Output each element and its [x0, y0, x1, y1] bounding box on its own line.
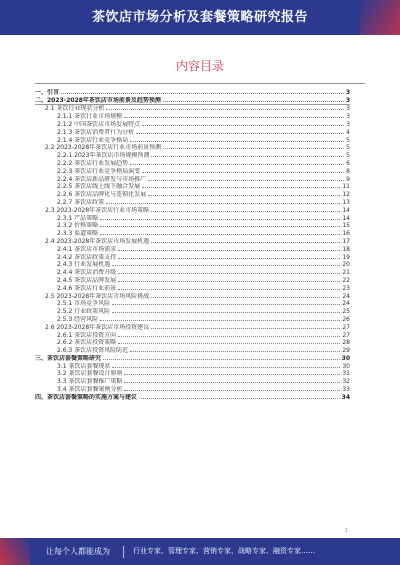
footer-bar	[0, 538, 400, 565]
toc-leader-dots	[112, 312, 340, 313]
toc-entry[interactable]	[35, 237, 350, 245]
toc-entry-text: 2.2.2 茶饮店行业发展趋势	[57, 159, 129, 167]
toc-entry[interactable]	[35, 331, 350, 339]
toc-entry-page: 8	[346, 167, 350, 175]
toc-entry-page: 14	[342, 206, 350, 214]
toc-entry-page: 20	[342, 261, 350, 269]
toc-entry[interactable]	[35, 198, 350, 206]
toc-leader-dots	[118, 281, 340, 282]
toc-entry[interactable]	[35, 120, 350, 128]
toc-entry-page: 3	[345, 96, 350, 104]
toc-entry-text: 四、茶饮店套餐策略的实施方案与建议	[35, 393, 138, 401]
toc-entry-text: 2.4.5 茶饮店品牌发展	[57, 276, 117, 284]
toc-entry-text: 2.4 2023-2028年茶饮店市场发展机遇	[45, 237, 150, 245]
toc-entry-page: 30	[341, 354, 350, 362]
toc-entry-page: 3	[345, 88, 350, 96]
toc-leader-dots	[118, 343, 340, 344]
toc-entry-page: 17	[342, 237, 350, 245]
toc-entry-text: 2.2.6 茶饮店品牌化与连锁化发展	[57, 191, 147, 199]
toc-entry[interactable]	[35, 393, 350, 401]
toc-leader-dots	[124, 390, 340, 391]
toc-leader-dots	[142, 187, 340, 188]
toc-entry-text: 一、引言	[35, 88, 60, 96]
toc-entry-page: 21	[342, 269, 350, 277]
footer-accent-shape	[0, 538, 30, 565]
toc-entry[interactable]	[35, 159, 350, 167]
page-number: 1	[344, 528, 348, 534]
toc-entry-text: 3.3 茶饮店套餐推广策略	[57, 378, 123, 386]
toc-leader-dots	[151, 297, 340, 298]
toc-leader-dots	[118, 250, 340, 251]
toc-leader-dots	[151, 328, 340, 329]
toc-leader-dots	[112, 265, 340, 266]
toc-entry-page: 18	[342, 245, 350, 253]
toc-entry[interactable]	[35, 144, 350, 152]
toc-entry-text: 3.1 茶饮店套餐现状	[57, 362, 111, 370]
toc-entry-page: 31	[342, 370, 350, 378]
toc-leader-dots	[106, 109, 344, 110]
toc-entry-page: 33	[342, 386, 350, 394]
toc-entry-page: 24	[342, 292, 350, 300]
toc-entry[interactable]	[35, 112, 350, 120]
toc-entry[interactable]	[35, 229, 350, 237]
toc-entry[interactable]	[35, 292, 350, 300]
table-of-contents	[35, 88, 350, 401]
toc-leader-dots	[118, 258, 340, 259]
toc-entry-page: 11	[342, 183, 350, 191]
footer-slogan: 让每个人都能成为	[46, 547, 110, 556]
toc-leader-dots	[130, 141, 344, 142]
footer-tagline: 行业专家、管理专家、营销专家、战略专家、融资专家……	[133, 547, 315, 555]
toc-entry-page: 16	[342, 230, 350, 238]
toc-entry[interactable]	[35, 300, 350, 308]
toc-entry-page: 5	[346, 136, 350, 144]
toc-entry-text: 2.5 2023-2028年茶饮店市场风险挑战	[45, 292, 150, 300]
toc-entry-page: 26	[342, 315, 350, 323]
toc-leader-dots	[163, 101, 344, 102]
toc-leader-dots	[151, 211, 340, 212]
toc-leader-dots	[148, 195, 340, 196]
toc-entry[interactable]	[35, 96, 350, 105]
toc-leader-dots	[100, 320, 340, 321]
toc-title: 内容目录	[175, 59, 224, 73]
toc-entry-text: 2.1.2 中国茶饮店市场发展特点	[57, 120, 141, 128]
toc-leader-dots	[118, 336, 340, 337]
toc-entry[interactable]	[35, 346, 350, 354]
toc-leader-dots	[142, 125, 344, 126]
toc-entry-page: 25	[342, 308, 350, 316]
toc-entry[interactable]	[35, 222, 350, 230]
toc-entry-page: 12	[342, 191, 350, 199]
toc-entry-text: 2.1.1 茶饮行业市场规模	[57, 113, 123, 121]
toc-entry-page: 23	[342, 284, 350, 292]
toc-entry[interactable]	[35, 136, 350, 144]
toc-entry[interactable]	[35, 354, 350, 362]
toc-entry-page: 3	[346, 105, 350, 113]
toc-entry[interactable]	[35, 128, 350, 136]
toc-entry-text: 2.4.6 茶饮店行业前景	[57, 284, 117, 292]
toc-entry-page: 34	[341, 393, 350, 401]
toc-entry-text: 2.2.4 茶饮店新品研发与市场推广	[57, 175, 147, 183]
toc-leader-dots	[112, 304, 340, 305]
toc-leader-dots	[112, 367, 340, 368]
toc-entry-text: 3.2 茶饮店套餐设计原则	[57, 370, 123, 378]
toc-entry-text: 2.1 茶饮行业现状分析	[45, 105, 105, 113]
toc-entry-page: 22	[342, 276, 350, 284]
toc-entry-text: 2.3.1 产品策略	[57, 214, 99, 222]
toc-leader-dots	[136, 133, 344, 134]
toc-entry-page: 13	[342, 198, 350, 206]
toc-entry-text: 2.2.5 茶饮店线上线下融合发展	[57, 183, 141, 191]
toc-entry[interactable]	[35, 175, 350, 183]
toc-entry-text: 2.1.3 茶饮店消费者行为分析	[57, 128, 135, 136]
toc-entry-text: 2.6.3 茶饮店投资风险防范	[57, 347, 129, 355]
toc-entry[interactable]	[35, 385, 350, 393]
toc-leader-dots	[118, 289, 340, 290]
toc-leader-dots	[148, 180, 344, 181]
toc-entry-text: 2.6.1 茶饮店投资方向	[57, 331, 117, 339]
toc-leader-dots	[130, 164, 344, 165]
toc-entry-page: 27	[342, 331, 350, 339]
toc-entry-page: 3	[346, 113, 350, 121]
toc-entry[interactable]	[35, 323, 350, 331]
toc-entry-page: 28	[342, 339, 350, 347]
toc-entry[interactable]	[35, 377, 350, 385]
toc-entry[interactable]	[35, 261, 350, 269]
toc-entry-page: 19	[342, 253, 350, 261]
toc-entry-text: 2.3 2023-2028年茶饮店行业市场策略	[45, 206, 150, 214]
toc-entry[interactable]	[35, 190, 350, 198]
toc-entry-page: 3	[346, 120, 350, 128]
toc-entry-text: 3.4 茶饮店套餐案例分析	[57, 386, 123, 394]
toc-entry[interactable]	[35, 245, 350, 253]
toc-entry-text: 2.4.1 茶饮店市场需求	[57, 245, 117, 253]
header-bar	[0, 0, 400, 35]
toc-entry-text: 2.2.7 茶饮店政策	[57, 198, 105, 206]
toc-leader-dots	[100, 219, 340, 220]
toc-leader-dots	[106, 203, 340, 204]
toc-entry-text: 2.4.2 茶饮店政策支持	[57, 253, 117, 261]
toc-entry-page: 5	[346, 152, 350, 160]
toc-entry-text: 2.1.4 茶饮店行业竞争格局	[57, 136, 129, 144]
toc-entry[interactable]	[35, 253, 350, 261]
toc-entry[interactable]	[35, 105, 350, 113]
toc-entry-page: 29	[342, 347, 350, 355]
toc-leader-dots	[103, 359, 340, 360]
toc-entry-text: 2.2 2023-2028年茶饮店行业市场前景预测	[45, 144, 162, 152]
toc-entry-text: 2.3.3 渠道策略	[57, 230, 99, 238]
toc-leader-dots	[151, 156, 344, 157]
toc-entry[interactable]	[35, 206, 350, 214]
toc-entry-text: 2.2.1 2023年茶饮店市场规模预测	[57, 152, 150, 160]
toc-leader-dots	[124, 117, 344, 118]
report-title: 茶饮店市场分析及套餐策略研究报告	[91, 10, 308, 25]
toc-entry-text: 二、2023-2028年茶饮店市场前景及趋势预测	[35, 96, 161, 104]
toc-entry[interactable]	[35, 183, 350, 191]
toc-entry[interactable]	[35, 370, 350, 378]
toc-entry-text: 2.3.2 价格策略	[57, 222, 99, 230]
toc-leader-dots	[100, 234, 340, 235]
toc-entry[interactable]	[35, 315, 350, 323]
toc-leader-dots	[124, 374, 340, 375]
toc-entry-text: 2.4.3 行业发展机遇	[57, 261, 111, 269]
toc-entry-page: 27	[342, 323, 350, 331]
toc-entry-text: 2.6.2 茶饮店投资策略	[57, 339, 117, 347]
toc-entry-page: 30	[342, 362, 350, 370]
toc-leader-dots	[100, 226, 340, 227]
toc-leader-dots	[139, 398, 340, 399]
toc-entry[interactable]	[35, 276, 350, 284]
toc-entry-page: 5	[346, 144, 350, 152]
toc-entry[interactable]	[35, 214, 350, 222]
toc-leader-dots	[118, 273, 340, 274]
toc-entry-text: 2.5.2 行业政策风险	[57, 308, 111, 316]
toc-leader-dots	[61, 93, 344, 94]
toc-entry-page: 24	[342, 300, 350, 308]
toc-leader-dots	[151, 242, 340, 243]
toc-entry-page: 9	[346, 175, 350, 183]
toc-entry[interactable]	[35, 362, 350, 370]
toc-entry[interactable]	[35, 268, 350, 276]
toc-entry[interactable]	[35, 88, 350, 96]
toc-entry-text: 2.2.3 茶饮店行业竞争格局演变	[57, 167, 141, 175]
toc-entry-text: 2.6 2023-2028年茶饮店市场投资建议	[45, 323, 150, 331]
toc-entry[interactable]	[35, 167, 350, 175]
toc-leader-dots	[124, 382, 340, 383]
toc-entry-text: 2.5.3 经营风险	[57, 315, 99, 323]
footer-divider	[123, 546, 124, 558]
toc-divider	[35, 83, 365, 84]
toc-entry-page: 4	[346, 128, 350, 136]
toc-entry-text: 2.5.1 市场竞争风险	[57, 300, 111, 308]
toc-leader-dots	[163, 148, 344, 149]
toc-entry-page: 6	[346, 159, 350, 167]
toc-leader-dots	[142, 172, 344, 173]
toc-entry-page: 15	[342, 222, 350, 230]
toc-entry-text: 三、茶饮店套餐策略研究	[35, 354, 102, 362]
toc-entry-page: 32	[342, 378, 350, 386]
toc-leader-dots	[130, 351, 340, 352]
toc-entry[interactable]	[35, 284, 350, 292]
toc-entry-text: 2.4.4 茶饮店消费升级	[57, 269, 117, 277]
toc-entry-page: 14	[342, 214, 350, 222]
toc-entry[interactable]	[35, 151, 350, 159]
toc-entry[interactable]	[35, 339, 350, 347]
toc-entry[interactable]	[35, 307, 350, 315]
